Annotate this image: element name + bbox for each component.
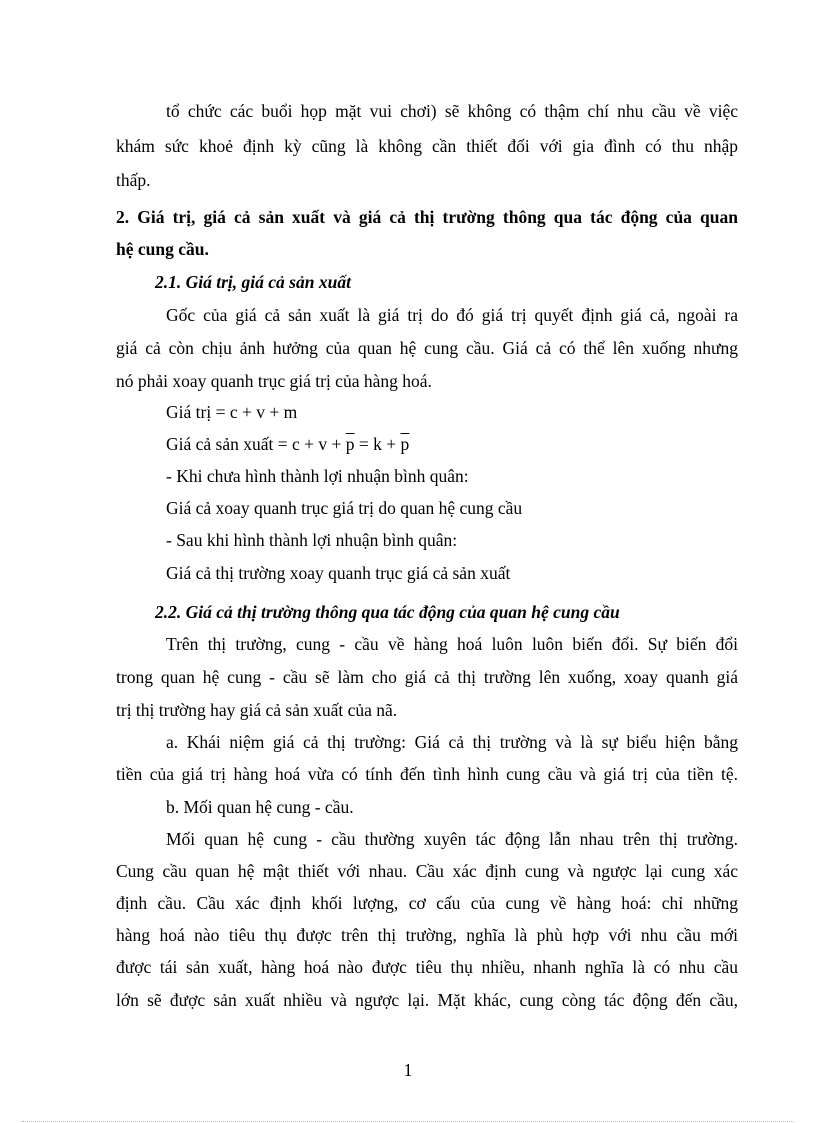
paragraph-line: Mối quan hệ cung - cầu thường xuyên tác động lẫn nhau trên thị trường. (166, 829, 738, 849)
paragraph-line: thấp. (116, 170, 151, 190)
formula-text: Giá cả sản xuất = c + v + (166, 434, 346, 454)
section-heading: hệ cung cầu. (116, 239, 209, 259)
paragraph-line: Gốc của giá cả sản xuất là giá trị do đó giá trị quyết định giá cả, ngoài ra (166, 305, 738, 325)
bullet-line: - Khi chưa hình thành lợi nhuận bình quân: (166, 466, 469, 486)
average-profit-symbol: $\overline{p}$ (400, 434, 410, 454)
paragraph-line: lớn sẽ được sản xuất nhiều và ngược lại. Mặt khác, cung còng tác động đến cầu, (116, 990, 738, 1010)
paragraph-line: Cung cầu quan hệ mật thiết với nhau. Cầu xác định cung và ngược lại cung xác (116, 861, 738, 881)
paragraph-line: giá cả còn chịu ảnh hưởng của quan hệ cung cầu. Giá cả có thể lên xuống nhưng (116, 338, 738, 358)
paragraph-line: trị thị trường hay giá cả sản xuất của nã. (116, 700, 398, 720)
paragraph-line: b. Mối quan hệ cung - cầu. (166, 797, 354, 817)
paragraph-line: Giá cả xoay quanh trục giá trị do quan hệ cung cầu (166, 498, 523, 518)
paragraph-line: tiền của giá trị hàng hoá vừa có tính đến tình hình cung cầu và giá trị của tiền tệ. (116, 764, 738, 784)
paragraph-line: hàng hoá nào tiêu thụ được trên thị trường, nghĩa là phù hợp với nhu cầu mới (116, 925, 738, 945)
average-profit-symbol: $\overline{p}$ (345, 434, 355, 454)
paragraph-line: khám sức khoẻ định kỳ cũng là không cần thiết đối với gia đình có thu nhập (116, 136, 738, 156)
formula-text: = k + (354, 434, 401, 454)
page-number: 1 (403, 1060, 413, 1080)
paragraph-line: nó phải xoay quanh trục giá trị của hàng hoá. (116, 371, 432, 391)
formula-production-price (166, 432, 409, 456)
subsection-heading: 2.1. Giá trị, giá cả sản xuất (155, 272, 351, 292)
paragraph-line: được tái sản xuất, hàng hoá nào được tiêu thụ nhiều, nhanh nghĩa là có nhu cầu (116, 957, 738, 977)
section-heading: 2. Giá trị, giá cả sản xuất và giá cả thị trường thông qua tác động của quan (116, 207, 738, 227)
paragraph-line: Trên thị trường, cung - cầu về hàng hoá luôn luôn biến đổi. Sự biến đổi (166, 634, 738, 654)
paragraph-line: trong quan hệ cung - cầu sẽ làm cho giá cả thị trường lên xuống, xoay quanh giá (116, 667, 738, 687)
paragraph-line: Giá cả thị trường xoay quanh trục giá cả sản xuất (166, 563, 511, 583)
page-bottom-border (22, 1121, 794, 1122)
subsection-heading: 2.2. Giá cả thị trường thông qua tác động của quan hệ cung cầu (155, 602, 620, 622)
paragraph-line: a. Khái niệm giá cả thị trường: Giá cả thị trường và là sự biểu hiện bằng (166, 732, 738, 752)
formula-value: Giá trị = c + v + m (166, 402, 298, 422)
bullet-line: - Sau khi hình thành lợi nhuận bình quân: (166, 530, 458, 550)
paragraph-line: định cầu. Cầu xác định khối lượng, cơ cấu của cung về hàng hoá: chỉ những (116, 893, 738, 913)
paragraph-line: tổ chức các buổi họp mặt vui chơi) sẽ không có thậm chí nhu cầu về việc (166, 101, 738, 121)
